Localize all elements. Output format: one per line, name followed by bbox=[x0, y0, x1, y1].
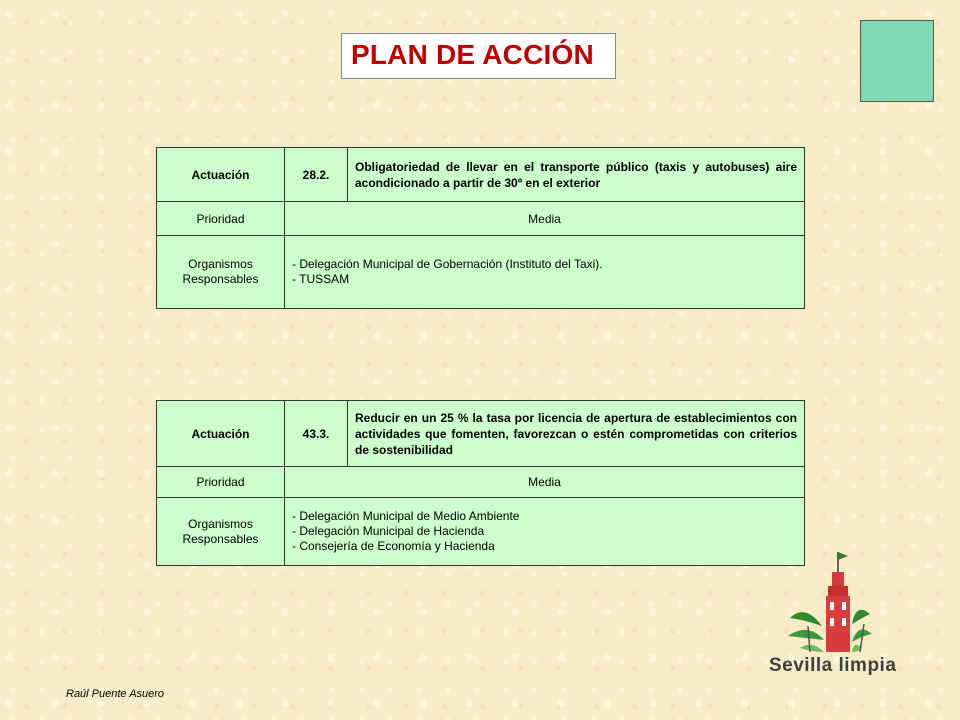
priority-label: Prioridad bbox=[157, 202, 285, 236]
author-credit: Raúl Puente Asuero bbox=[66, 688, 165, 700]
title-box bbox=[341, 33, 616, 79]
page-title: PLAN DE ACCIÓN bbox=[351, 39, 594, 70]
action-description: Reducir en un 25 % la tasa por licencia de apertura de establecimientos con actividades que fomenten, favorezcan o estén comprometidas con criterios de sostenibilidad bbox=[348, 401, 805, 467]
priority-value: Media bbox=[285, 467, 805, 498]
action-row bbox=[157, 401, 805, 467]
action-label: Actuación bbox=[157, 401, 285, 467]
action-table-1 bbox=[156, 147, 805, 309]
organisms-label-line-2: Responsables bbox=[182, 272, 259, 286]
organisms-label-line-1: Organismos bbox=[188, 257, 253, 271]
action-row bbox=[157, 148, 805, 202]
priority-row bbox=[157, 202, 805, 236]
organism-item: - Delegación Municipal de Gobernación (Instituto del Taxi). bbox=[292, 257, 603, 271]
organisms-row bbox=[157, 236, 805, 309]
organisms-list bbox=[285, 236, 805, 309]
action-description: Obligatoriedad de llevar en el transporte público (taxis y autobuses) aire acondicionado a partir de 30º en el exterior bbox=[348, 148, 805, 202]
organism-item: - Consejería de Economía y Hacienda bbox=[292, 539, 495, 553]
organisms-label bbox=[157, 236, 285, 309]
organism-item: - TUSSAM bbox=[292, 272, 350, 286]
action-table-2 bbox=[156, 400, 805, 566]
priority-value: Media bbox=[285, 202, 805, 236]
organisms-label-line-1: Organismos bbox=[188, 516, 253, 531]
action-label: Actuación bbox=[157, 148, 285, 202]
organisms-label bbox=[157, 498, 285, 566]
priority-row bbox=[157, 467, 805, 498]
organism-item: - Delegación Municipal de Hacienda bbox=[292, 524, 485, 538]
organisms-row bbox=[157, 498, 805, 566]
organisms-label-line-2: Responsables bbox=[182, 531, 259, 546]
action-number: 43.3. bbox=[285, 401, 348, 467]
decorative-green-square bbox=[860, 20, 934, 102]
action-number: 28.2. bbox=[285, 148, 348, 202]
priority-label: Prioridad bbox=[157, 467, 285, 498]
organisms-list bbox=[285, 498, 805, 566]
organism-item: - Delegación Municipal de Medio Ambiente bbox=[292, 509, 520, 523]
logo-text: Sevilla limpia bbox=[769, 655, 897, 676]
